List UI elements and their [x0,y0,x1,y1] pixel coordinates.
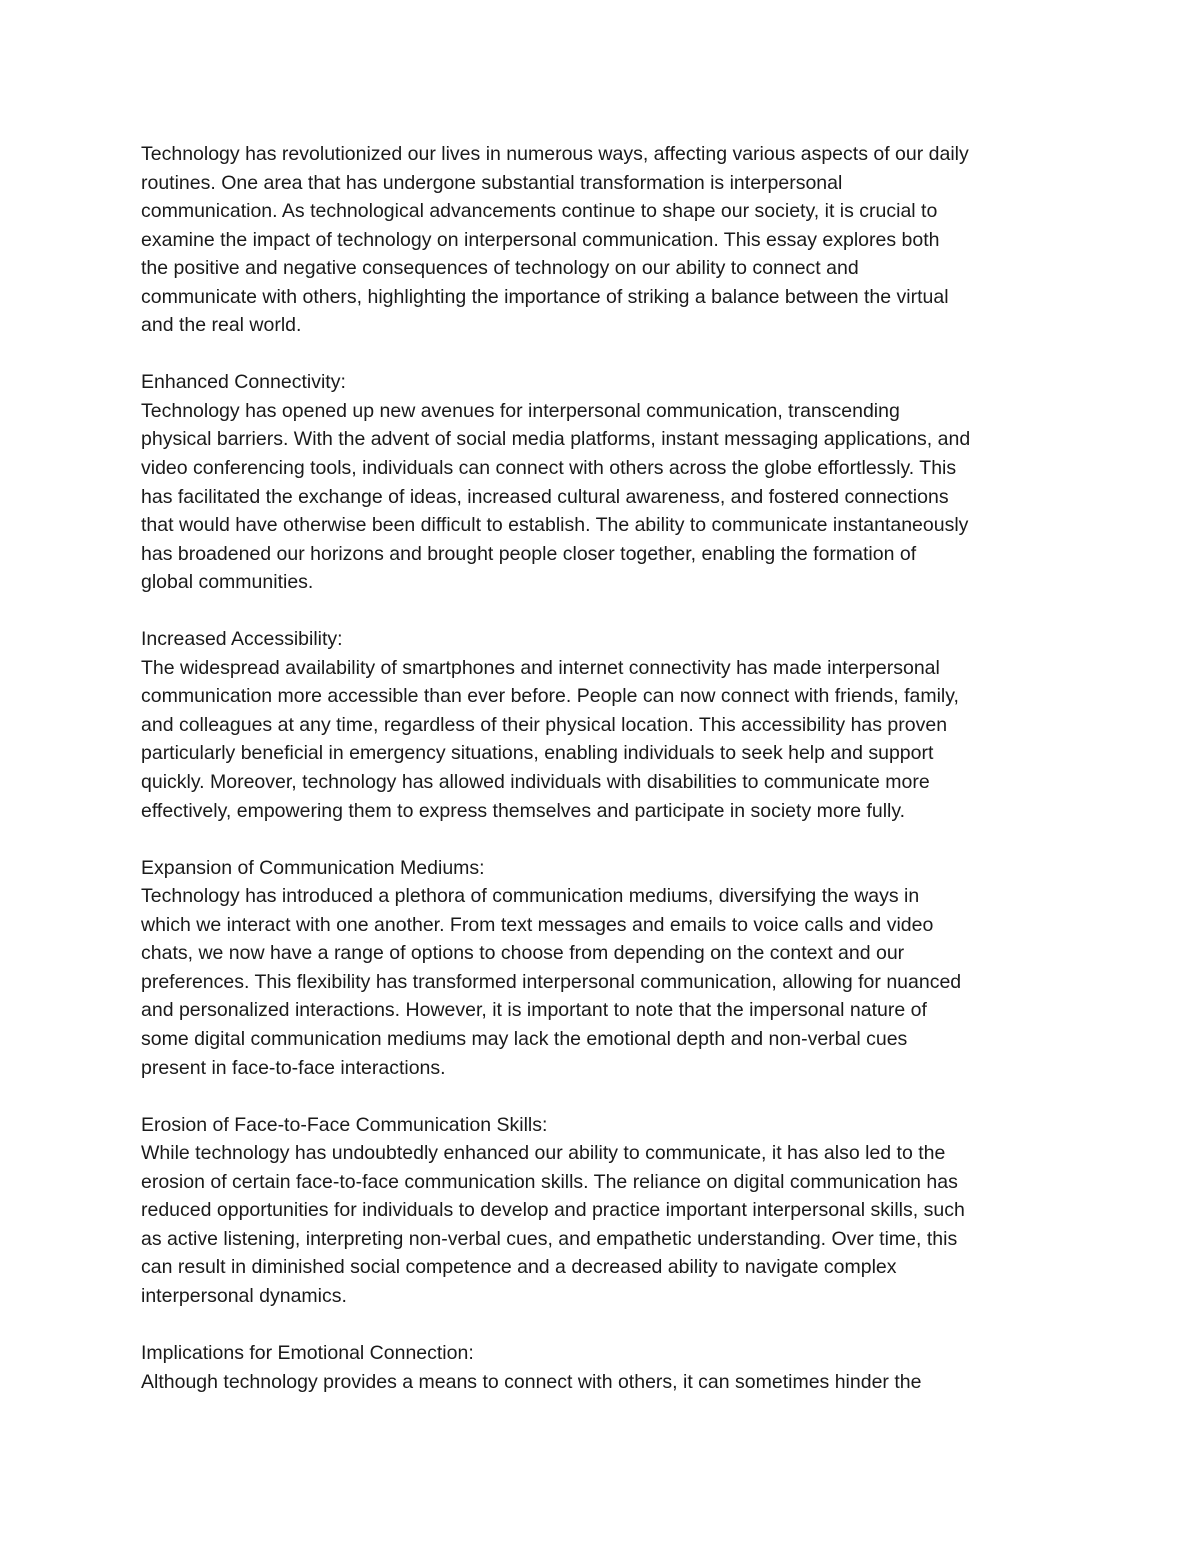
section-heading: Erosion of Face-to-Face Communication Skills: [141,1113,548,1136]
text-line: effectively, empowering them to express themselves and participate in society more fully. [141,799,906,822]
text-line: reduced opportunities for individuals to develop and practice important interpersonal skills, such [141,1199,965,1222]
text-line: communication. As technological advancements continue to shape our society, it is crucial to [141,200,938,223]
text-line: and the real world. [141,314,302,337]
text-line: Although technology provides a means to connect with others, it can sometimes hinder the [141,1370,922,1393]
section-erosion-of-skills [141,1111,1071,1311]
section-heading: Expansion of Communication Mediums: [141,856,485,879]
paragraph-gap [141,597,1071,626]
text-line: Technology has opened up new avenues for interpersonal communication, transcending [141,399,900,422]
section-heading: Increased Accessibility: [141,628,343,651]
text-line: which we interact with one another. From text messages and emails to voice calls and video [141,913,934,936]
text-line: has facilitated the exchange of ideas, increased cultural awareness, and fostered connections [141,485,949,508]
text-line: present in face-to-face interactions. [141,1056,446,1079]
text-line: particularly beneficial in emergency situations, enabling individuals to seek help and support [141,742,934,765]
text-line: Technology has revolutionized our lives in numerous ways, affecting various aspects of our daily [141,143,969,165]
text-line: While technology has undoubtedly enhanced our ability to communicate, it has also led to the [141,1142,946,1165]
paragraph-gap [141,1310,1071,1339]
text-line: and colleagues at any time, regardless of their physical location. This accessibility has proven [141,713,948,736]
document-page [141,140,1071,1396]
text-line: communication more accessible than ever before. People can now connect with friends, family, [141,685,959,708]
text-line: chats, we now have a range of options to choose from depending on the context and our [141,942,905,965]
paragraph-gap [141,825,1071,854]
section-expansion-of-mediums [141,854,1071,1082]
section-emotional-connection [141,1339,1071,1396]
text-line: routines. One area that has undergone substantial transformation is interpersonal [141,171,843,194]
text-line: the positive and negative consequences of technology on our ability to connect and [141,257,859,280]
paragraph-gap [141,1082,1071,1111]
section-increased-accessibility [141,625,1071,825]
text-line: as active listening, interpreting non-verbal cues, and empathetic understanding. Over time, this [141,1227,958,1250]
text-line: Technology has introduced a plethora of communication mediums, diversifying the ways in [141,885,920,908]
text-line: and personalized interactions. However, it is important to note that the impersonal nature of [141,999,927,1022]
text-line: communicate with others, highlighting the importance of striking a balance between the virtual [141,285,949,308]
text-line: interpersonal dynamics. [141,1284,347,1307]
text-line: physical barriers. With the advent of social media platforms, instant messaging applications, and [141,428,971,451]
paragraph-gap [141,340,1071,369]
text-line: global communities. [141,571,314,594]
text-line: examine the impact of technology on interpersonal communication. This essay explores both [141,228,940,251]
text-line: preferences. This flexibility has transformed interpersonal communication, allowing for nuanced [141,970,962,993]
text-line: can result in diminished social competence and a decreased ability to navigate complex [141,1256,897,1279]
text-line: video conferencing tools, individuals can connect with others across the globe effortlessly. This [141,457,957,480]
text-line: The widespread availability of smartphones and internet connectivity has made interpersonal [141,656,940,679]
intro-paragraph [141,140,1071,340]
text-line: that would have otherwise been difficult to establish. The ability to communicate instantaneously [141,514,969,537]
text-line: erosion of certain face-to-face communication skills. The reliance on digital communication has [141,1170,958,1193]
text-line: quickly. Moreover, technology has allowed individuals with disabilities to communicate more [141,771,930,794]
text-line: some digital communication mediums may lack the emotional depth and non-verbal cues [141,1027,908,1050]
section-heading: Enhanced Connectivity: [141,371,346,394]
section-enhanced-connectivity [141,368,1071,596]
section-heading: Implications for Emotional Connection: [141,1341,474,1364]
text-line: has broadened our horizons and brought people closer together, enabling the formation of [141,542,917,565]
